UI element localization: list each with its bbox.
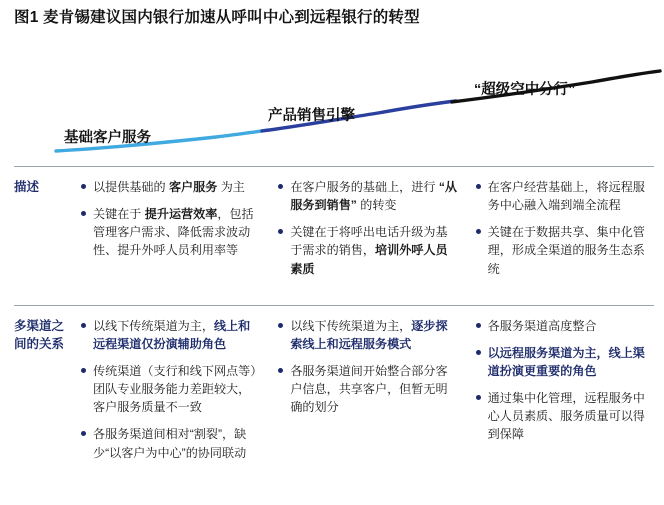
row-label-description: 描述 [14,180,40,194]
bullet-text: 以线下传统渠道为主， [93,318,214,333]
bullet-text: 以提供基础的 [93,180,169,194]
bullet-list [277,317,458,417]
bullet-list [475,317,656,444]
cell-channel-sales-engine [269,305,466,481]
list-item [475,223,656,277]
bullet-text: 传统渠道（支行和线下网点等）团队专业服务能力差距较大，客户服务质量不一致 [93,363,257,415]
row-description [0,166,664,297]
row-channel-relationship [0,305,664,481]
bullet-text: 在客户经营基础上，将远程服务中心融入端到端全流程 [487,180,645,213]
bullet-text: 关键在于将呼出电话升级为基于需求的销售， [290,225,448,258]
row-divider-middle [14,305,654,306]
list-item [277,362,458,416]
bullet-list [80,317,261,462]
list-item [475,389,656,443]
bullet-list [277,178,458,278]
bullet-text: 通过集中化管理，远程服务中心人员素质、服务质量可以得到保障 [487,391,645,442]
bullet-emphasis: “从服务到销售” [290,180,457,213]
list-item [475,317,656,335]
bullet-text: 各服务渠道间开始整合部分客户信息，共享客户，但暂无明确的划分 [290,363,448,415]
content-rows [0,166,664,481]
bullet-emphasis: 培训外呼人员素质 [290,243,448,276]
list-item [277,223,458,277]
bullet-emphasis: 逐步探索线上和远程服务模式 [290,318,448,351]
cell-description-sales-engine [269,166,466,297]
list-item [475,178,656,214]
bullet-list [80,178,261,260]
list-item [277,317,458,353]
list-item [80,178,261,196]
cell-description-basic-service [72,166,269,297]
bullet-text: 以线下传统渠道为主， [290,318,412,333]
bullet-text: 各服务渠道间相对“割裂”，缺少“以客户为中心”的协同联动 [93,427,247,460]
bullet-text: 各服务渠道高度整合 [487,318,597,333]
cell-description-super-branch [467,166,664,297]
list-item [80,317,261,353]
list-item [80,205,261,259]
row-columns-description [72,166,664,297]
stage-label-sales-engine: 产品销售引擎 [268,108,355,124]
bullet-emphasis: 线上和远程渠道仅扮演辅助角色 [93,318,251,351]
cell-channel-super-branch [467,305,664,481]
list-item [80,425,261,461]
list-item [475,344,656,380]
bullet-emphasis: 以远程服务渠道为主，线上渠道扮演更重要的角色 [487,345,645,378]
bullet-emphasis: 提升运营效率 [144,207,218,222]
bullet-text: 在客户服务的基础上，进行 [290,180,439,194]
row-label-channel-relationship: 多渠道之间的关系 [14,318,65,351]
page-title: 图1 麦肯锡建议国内银行加速从呼叫中心到远程银行的转型 [14,9,420,26]
bullet-list [475,178,656,278]
list-item [277,178,458,214]
bullet-text: 关键在于 [93,207,145,222]
stage-label-basic-service: 基础客户服务 [64,130,151,146]
row-divider-top [14,166,654,167]
list-item [80,362,261,416]
cell-channel-basic-service [72,305,269,481]
bullet-text-suffix: ，包括管理客户需求、降低需求波动性、提升外呼人员利用率等 [93,207,254,258]
bullet-text: 关键在于数据共享、集中化管理，形成全渠道的服务生态系统 [487,225,645,276]
bullet-text-suffix: 为主 [217,180,245,194]
bullet-text-suffix: 的转变 [356,198,397,213]
bullet-emphasis: 客户服务 [168,180,218,194]
row-columns-channel-relationship [72,305,664,481]
stage-label-super-branch: “超级空中分行” [474,82,576,98]
